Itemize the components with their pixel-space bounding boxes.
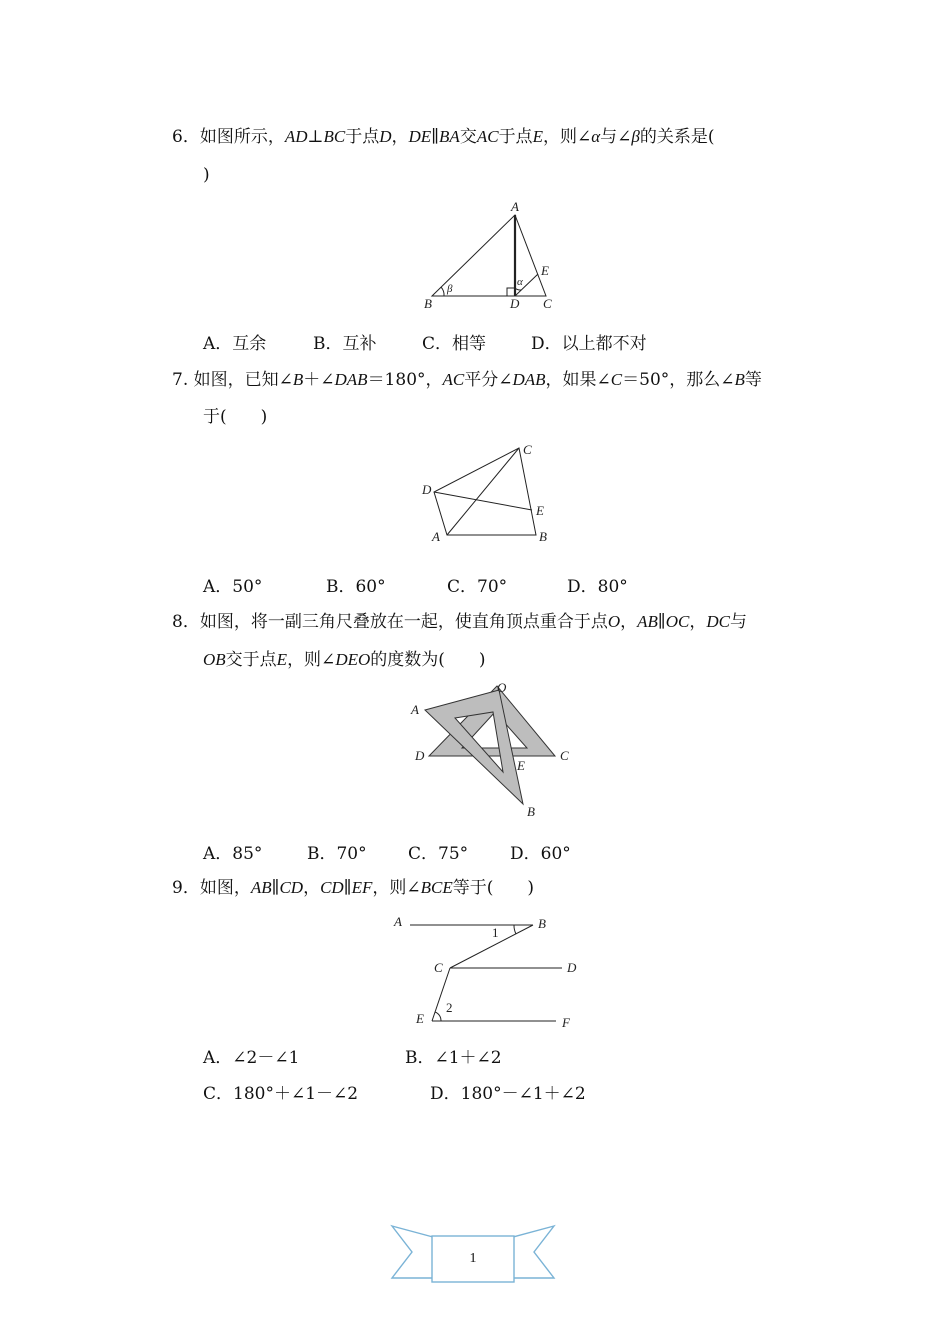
q6-line-1-seg-4: 于点 [345,127,380,147]
q9-line-1-seg-7: EF [351,878,373,897]
q9-line-1-seg-10: 等于( ) [452,878,534,898]
q6-line-2 [203,164,210,186]
q8-line-1-seg-8: 与 [730,612,747,632]
q6-line-1-seg-2: ⊥ [307,127,324,147]
q7-line-1-seg-3: DAB [334,370,368,389]
q8-figure [405,678,585,820]
q7-line-1-seg-2: ＋∠ [303,370,335,390]
q8-label-d: D [415,748,425,763]
q8-line-2-seg-0: OB [203,650,226,669]
q7-label-a: A [432,529,440,544]
q6-line-1-seg-14: ，则∠ [542,127,592,147]
q9-option-c[interactable]: C．180°＋∠1－∠2 [203,1084,359,1104]
q6-right-angle-mark [507,288,515,296]
q7-label-c: C [523,442,532,457]
q9-label-1: 1 [492,925,499,940]
q9-line-1-seg-5: CD [320,878,344,897]
q7-line-1-seg-12: 等 [744,370,762,390]
q9-angle-1-arc [514,925,516,934]
q9-angle-2-arc [435,1012,441,1021]
q6-label-alpha: α [517,276,523,288]
q9-line-1-seg-9: BCE [420,878,453,897]
q8-line-2-seg-4: DEO [335,650,371,669]
q7-line-1-seg-8: ，如果∠ [545,370,611,390]
page-number: 1 [469,1251,477,1266]
q8-line-2-seg-1: 交于点 [225,650,277,670]
q7-segment-de [434,492,532,510]
q7-line-2 [203,406,267,428]
q7-line-1-seg-11: B [734,370,745,389]
q6-label-c: C [543,296,552,311]
q6-line-1 [172,126,715,148]
q7-option-b[interactable]: B．60° [326,577,386,597]
q8-line-1-seg-1: O [607,612,621,631]
q8-line-1-seg-7: DC [706,612,730,631]
q8-line-1-seg-3: AB [637,612,658,631]
q8-line-1-seg-6: ， [689,612,707,632]
q9-label-e: E [416,1011,424,1026]
q8-line-2 [203,649,486,671]
q7-label-e: E [536,503,544,518]
q6-line-1-seg-11: AC [476,127,499,146]
q8-option-a[interactable]: A．85° [203,844,263,864]
q6-line-1-seg-15: α [591,127,601,146]
q9-label-c: C [434,960,443,975]
q8-label-o: O [497,680,507,695]
q7-option-a[interactable]: A．50° [203,577,263,597]
q7-option-c[interactable]: C．70° [447,577,508,597]
q8-line-1-seg-5: OC [665,612,690,631]
q6-label-beta: β [447,283,453,295]
q9-option-d[interactable]: D．180°－∠1＋∠2 [430,1084,586,1104]
q9-option-b[interactable]: B．∠1＋∠2 [405,1048,502,1068]
q6-line-1-seg-13: E [532,127,543,146]
q8-label-a: A [411,702,419,717]
q7-quadrilateral [434,448,536,535]
q6-line-1-seg-17: β [631,127,640,146]
q6-line-1-seg-9: BA [439,127,460,146]
q9-label-f: F [562,1015,570,1030]
q9-line-1-seg-1: AB [250,878,272,897]
q8-label-c: C [560,748,569,763]
q6-label-e: E [541,263,549,278]
q7-label-d: D [422,482,432,497]
q9-label-d: D [567,960,577,975]
q6-label-d: D [510,296,520,311]
q9-line-1-seg-8: ，则∠ [372,878,421,898]
q9-label-b: B [538,916,546,931]
q8-line-2-seg-2: E [276,650,288,669]
q6-line-1-seg-10: 交 [459,127,477,147]
q6-option-b[interactable]: B．互补 [313,334,377,354]
q7-line-1 [172,369,762,391]
q7-line-2-seg-0: 于( ) [203,407,268,427]
q8-label-b: B [527,804,535,819]
q8-line-2-seg-5: 的度数为( ) [370,650,486,670]
q6-line-1-seg-18: 的关系是( [639,127,715,147]
q6-option-a[interactable]: A．互余 [203,334,267,354]
q9-line-1 [172,877,534,899]
q9-line-1-seg-6: ∥ [343,878,352,898]
q8-option-b[interactable]: B．70° [307,844,367,864]
q9-label-a: A [394,914,402,929]
q7-option-d[interactable]: D．80° [567,577,628,597]
q6-angle-beta-arc [441,287,444,296]
q7-line-1-seg-0: 7. 如图，已知∠ [172,370,293,390]
q6-line-1-seg-12: 于点 [498,127,533,147]
q6-line-1-seg-3: BC [323,127,346,146]
q6-option-d[interactable]: D．以上都不对 [531,334,647,354]
q6-line-1-seg-8: ∥ [431,127,440,147]
q9-label-2: 2 [446,1000,453,1015]
q7-line-1-seg-1: B [292,370,304,389]
q6-line-1-seg-6: ， [391,127,409,147]
q8-line-1-seg-4: ∥ [657,612,666,632]
q6-label-b: B [424,296,432,311]
q6-line-1-seg-7: DE [408,127,432,146]
q8-option-d[interactable]: D．60° [510,844,571,864]
q9-option-a[interactable]: A．∠2－∠1 [203,1048,300,1068]
q9-figure [390,908,590,1033]
q7-diagonal-ac [447,448,519,535]
q7-figure [415,438,555,548]
q9-line-1-seg-4: ， [303,878,321,898]
q6-line-1-seg-1: AD [284,127,308,146]
q7-line-1-seg-9: C [610,370,623,389]
q6-label-a: A [511,199,519,214]
q8-label-e: E [517,758,525,773]
q6-line-1-seg-5: D [379,127,392,146]
q9-line-1-seg-0: 9．如图， [172,878,251,898]
q6-option-c[interactable]: C．相等 [422,334,487,354]
q6-line-2-seg-0: ) [203,165,210,185]
q8-option-c[interactable]: C．75° [408,844,469,864]
q7-line-1-seg-7: DAB [512,370,546,389]
q6-figure [420,200,560,312]
q6-line-1-seg-16: 与∠ [600,127,632,147]
q7-label-b: B [539,529,547,544]
q9-line-1-seg-3: CD [279,878,304,897]
q6-line-1-seg-0: 6．如图所示， [172,127,285,147]
q7-line-1-seg-6: 平分∠ [464,370,513,390]
q7-line-1-seg-10: ＝50°，那么∠ [622,370,735,390]
q9-line-1-seg-2: ∥ [271,878,280,898]
q8-line-1-seg-2: ， [620,612,638,632]
q8-line-1 [172,611,747,633]
q7-line-1-seg-4: ＝180°， [367,370,443,390]
q8-line-2-seg-3: ，则∠ [287,650,336,670]
q7-line-1-seg-5: AC [442,370,465,389]
q8-line-1-seg-0: 8．如图，将一副三角尺叠放在一起，使直角顶点重合于点 [172,612,608,632]
